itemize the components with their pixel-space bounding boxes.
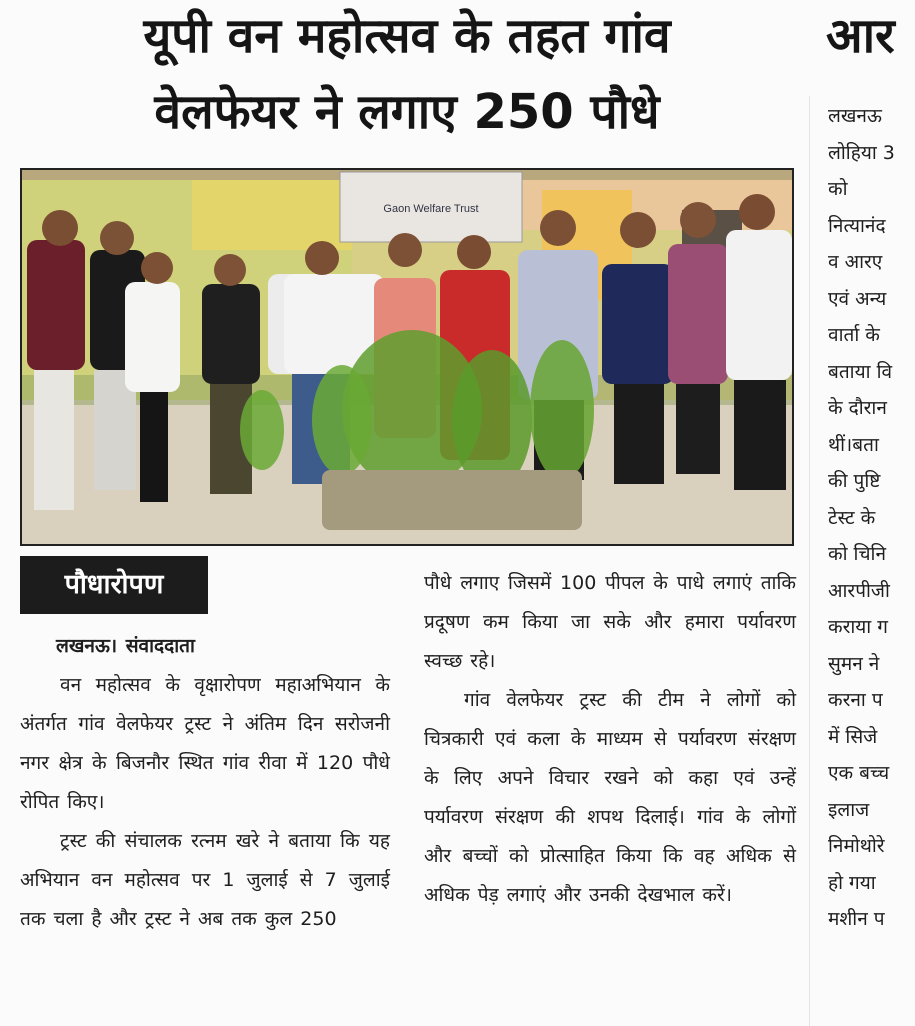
- paragraph: ट्रस्ट की संचालक रत्नम खरे ने बताया कि यह अभियान वन महोत्सव पर 1 जुलाई से 7 जुलाई तक चला है और ट्रस्ट ने अब तक कुल 250: [20, 830, 390, 930]
- side-line: में सिजे: [828, 725, 878, 748]
- side-line: आरपीजी: [828, 579, 890, 602]
- side-line: नित्यानंद: [828, 214, 886, 237]
- side-line: हो गया: [828, 871, 876, 894]
- side-line: एवं अन्य: [828, 287, 887, 310]
- side-line: के दौरान: [828, 397, 887, 419]
- side-article-headline: आर: [826, 8, 895, 64]
- side-line: वार्ता के: [828, 324, 880, 346]
- side-line: मशीन प: [828, 908, 885, 930]
- side-line: इलाज: [828, 798, 870, 821]
- side-line: व आरए: [828, 251, 883, 273]
- section-tag: पौधारोपण: [20, 556, 208, 614]
- side-line: की पुष्टि: [828, 470, 881, 492]
- article-column-1: [20, 627, 390, 939]
- side-line: को: [828, 178, 848, 200]
- side-line: एक बच्च: [828, 762, 890, 784]
- side-line: सुमन ने: [828, 652, 880, 675]
- side-line: कराया ग: [828, 616, 888, 638]
- banner-text: Gaon Welfare Trust: [383, 203, 479, 215]
- column-divider: [809, 96, 810, 1026]
- side-line: निमोथोरे: [828, 835, 885, 857]
- news-photo: [20, 168, 794, 546]
- side-line: बताया वि: [828, 360, 893, 383]
- group-photo-illustration: [22, 170, 792, 544]
- byline: लखनऊ। संवाददाता: [56, 635, 195, 657]
- paragraph: गांव वेलफेयर ट्रस्ट की टीम ने लोगों को चित्रकारी एवं कला के माध्यम से पर्यावरण संरक्षण के लिए अपने विचार रखने को कहा एवं उन्हें पर्यावरण संरक्षण की शपथ दिलाई। गांव के लोगों और बच्चों को प्रोत्साहित किया कि वह अधिक से अधिक पेड़ लगाएं और उनकी देखभाल करें।: [424, 689, 796, 906]
- side-line: लोहिया 3: [828, 141, 895, 164]
- headline-line-1: यूपी वन महोत्सव के तहत गांव: [143, 8, 671, 64]
- headline-line-2: वेलफेयर ने लगाए 250 पौधे: [154, 84, 660, 140]
- side-line: लखनऊ: [828, 105, 882, 127]
- paragraph: वन महोत्सव के वृक्षारोपण महाअभियान के अंतर्गत गांव वेलफेयर ट्रस्ट ने अंतिम दिन सरोजनी नगर क्षेत्र के बिजनौर स्थित गांव रीवा में 120 पौधे रोपित किए।: [20, 674, 390, 813]
- article-column-2: [424, 564, 796, 915]
- side-line: थीं।बता: [828, 433, 879, 456]
- paragraph: पौधे लगाए जिसमें 100 पीपल के पाधे लगाएं ताकि प्रदूषण कम किया जा सके और हमारा पर्यावरण स्वच्छ रहे।: [424, 572, 796, 672]
- side-line: को चिनि: [828, 543, 887, 565]
- side-line: टेस्ट के: [828, 506, 876, 529]
- side-line: करना प: [828, 689, 883, 711]
- side-article-column: [828, 98, 915, 938]
